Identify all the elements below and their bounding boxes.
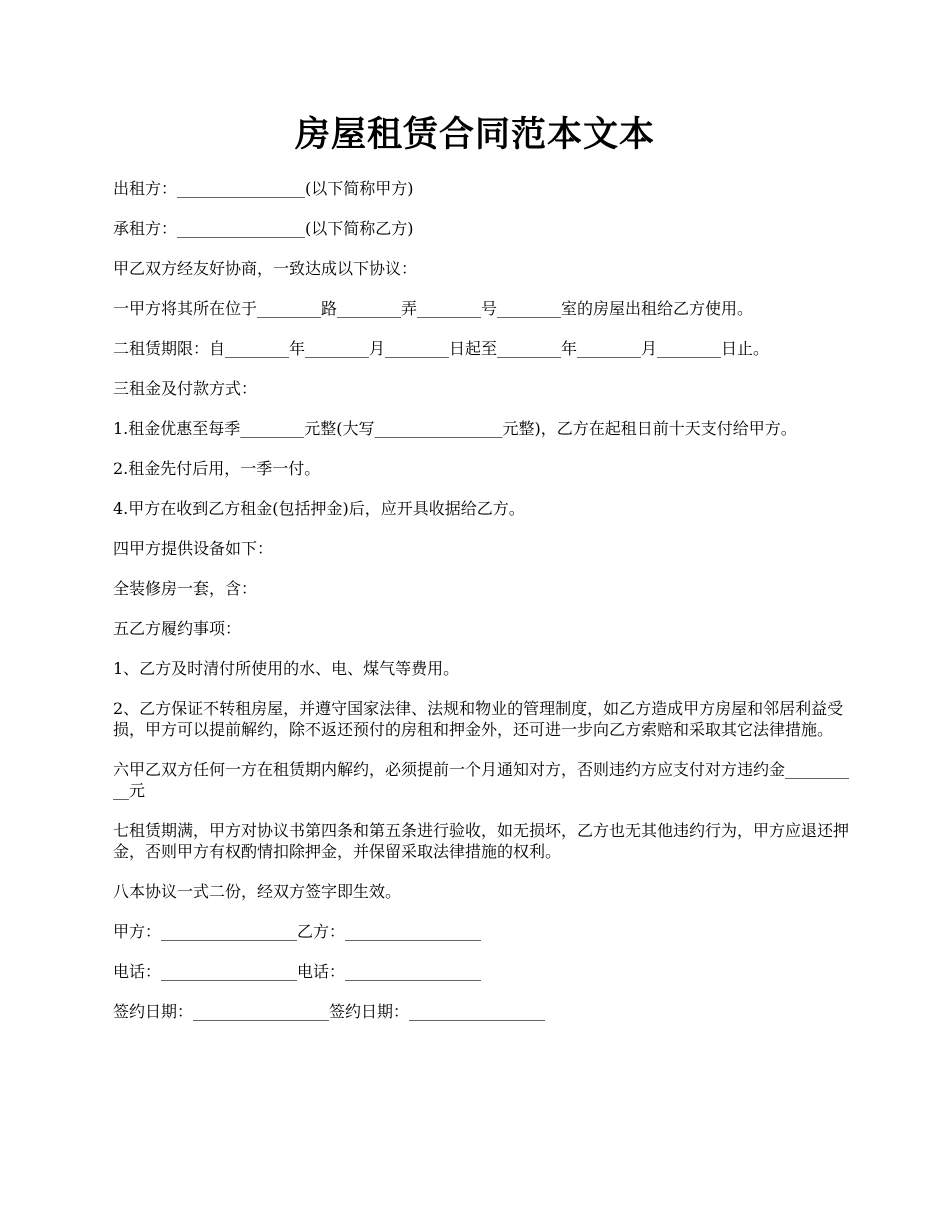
clause-5-heading: 五乙方履约事项：: [113, 619, 242, 638]
clause-3-heading: 三租金及付款方式：: [113, 379, 258, 398]
signature-line: 甲方：_________________乙方：_________________: [113, 922, 482, 941]
agreement-intro: 甲乙双方经友好协商，一致达成以下协议：: [113, 259, 418, 278]
document-title: 房屋租赁合同范本文本: [294, 114, 655, 155]
clause-1-location: 一甲方将其所在位于________路________弄________号________室的房屋出租给乙方使用。: [113, 299, 754, 318]
clause-2-term: 二租赁期限：自________年________月________日起至________年________月________日止。: [113, 339, 770, 358]
clause-5-item-2: 2、乙方保证不转租房屋，并遵守国家法律、法规和物业的管理制度，如乙方造成甲方房屋和邻居利益受损，甲方可以提前解约，除不返还预付的房租和押金外，还可进一步向乙方索赔和采取其它法律措施。: [113, 699, 844, 739]
clause-3-item-4: 4.甲方在收到乙方租金(包括押金)后，应开具收据给乙方。: [113, 499, 525, 518]
clause-5-item-1: 1、乙方及时清付所使用的水、电、煤气等费用。: [113, 659, 460, 678]
clause-4-equipment: 全装修房一套，含：: [113, 579, 258, 598]
clause-3-item-1: 1.租金优惠至每季________元整(大写________________元整)，乙方在起租日前十天支付给甲方。: [113, 419, 797, 438]
lessor-line: 出租方：________________(以下简称甲方): [113, 179, 414, 198]
clause-3-item-2: 2.租金先付后用，一季一付。: [113, 459, 321, 478]
lessee-line: 承租方：________________(以下简称乙方): [113, 219, 414, 238]
document-body: [113, 178, 853, 1041]
clause-8-effect: 八本协议一式二份，经双方签字即生效。: [113, 882, 402, 901]
clause-6-termination: 六甲乙双方任何一方在租赁期内解约，必须提前一个月通知对方，否则违约方应支付对方违约金__________元: [113, 760, 850, 800]
clause-4-heading: 四甲方提供设备如下：: [113, 539, 274, 558]
sign-date-line: 签约日期：_________________签约日期：_________________: [113, 1002, 546, 1021]
phone-line: 电话：_________________电话：_________________: [113, 962, 482, 981]
clause-7-expiry: 七租赁期满，甲方对协议书第四条和第五条进行验收，如无损坏，乙方也无其他违约行为，甲方应退还押金，否则甲方有权酌情扣除押金，并保留采取法律措施的权利。: [113, 821, 850, 861]
